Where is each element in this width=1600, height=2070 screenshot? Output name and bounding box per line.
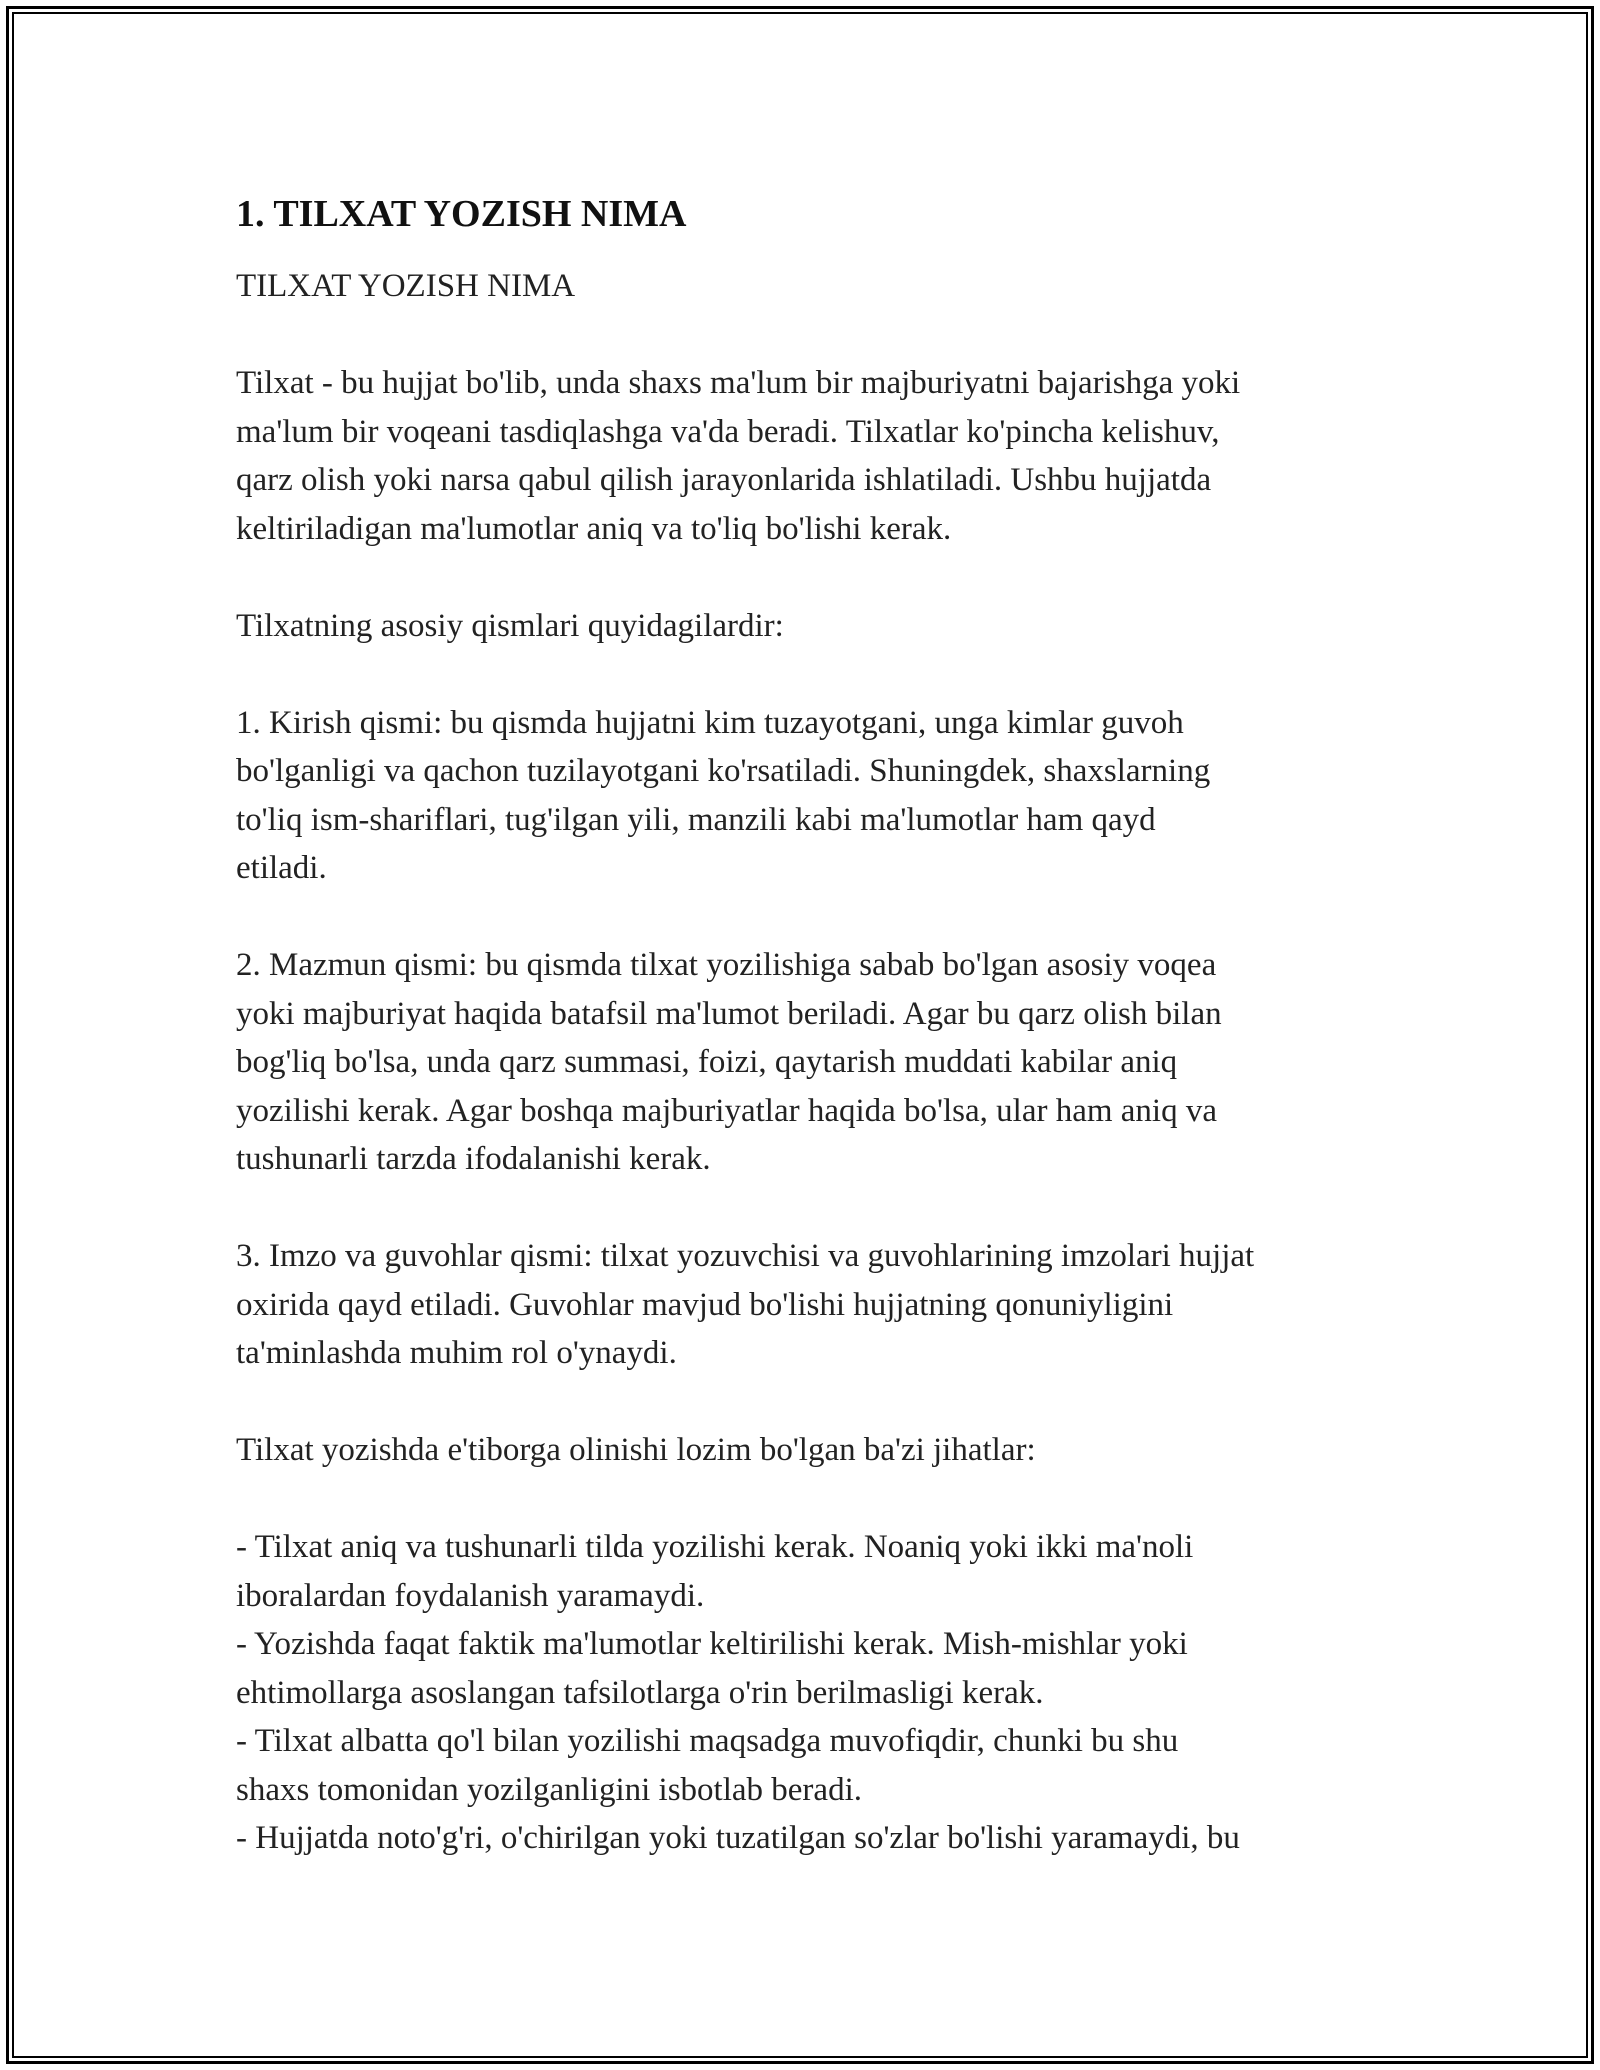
paragraph-definition: Tilxat - bu hujjat bo'lib, unda shaxs ma'lum bir majburiyatni bajarishga yoki ma'lum bir voqeani tasdiqlashga va'da beradi. Tilxatlar ko'pincha kelishuv, qarz olish yoki narsa qabul qilish jarayonlarida ishlatiladi. Ushbu hujjatda keltiriladigan ma'lumotlar aniq va to'liq bo'lishi kerak. bbox=[236, 365, 1241, 547]
paragraph-gap bbox=[236, 650, 1384, 699]
paragraph-part-intro-section: 1. Kirish qismi: bu qismda hujjatni kim tuzayotgani, unga kimlar guvoh bo'lganligi va qachon tuzilayotgani ko'rsatiladi. Shuningdek, shaxslarning to'liq ism-shariflari, tug'ilgan yili, manzili kabi ma'lumotlar ham qayd etiladi. bbox=[236, 704, 1211, 886]
paragraph-considerations-list: - Tilxat aniq va tushunarli tilda yozilishi kerak. Noaniq yoki ikki ma'noli iboralardan foydalanish yaramaydi. - Yozishda faqat faktik ma'lumotlar keltirilishi kerak. Mish-mishlar yoki ehtimollarga asoslangan tafsilotlarga o'rin berilmasligi kerak. - Tilxat albatta qo'l bilan yozilishi maqsadga muvofiqdir, chunki bu shu shaxs tomonidan yozilganligini isbotlab beradi. - Hujjatda noto'g'ri, o'chirilgan yoki tuzatilgan so'zlar bo'lishi yaramaydi, bu bbox=[236, 1529, 1240, 1856]
paragraph-gap bbox=[236, 553, 1384, 602]
paragraph-gap bbox=[236, 1184, 1384, 1233]
paragraph-parts-intro: Tilxatning asosiy qismlari quyidagilardir: bbox=[236, 607, 784, 644]
paragraph-gap bbox=[236, 893, 1384, 942]
paragraph-gap bbox=[236, 1378, 1384, 1427]
paragraph-part-signature-section: 3. Imzo va guvohlar qismi: tilxat yozuvchisi va guvohlarining imzolari hujjat oxirida qayd etiladi. Guvohlar mavjud bo'lishi hujjatning qonuniyligini ta'minlashda muhim rol o'ynaydi. bbox=[236, 1238, 1255, 1371]
document-heading: 1. TILXAT YOZISH NIMA bbox=[236, 193, 687, 235]
paragraph-part-content-section: 2. Mazmun qismi: bu qismda tilxat yozilishiga sabab bo'lgan asosiy voqea yoki majburiyat haqida batafsil ma'lumot beriladi. Agar bu qarz olish bilan bog'liq bo'lsa, unda qarz summasi, foizi, qaytarish muddati kabilar aniq yozilishi kerak. Agar boshqa majburiyatlar haqida bo'lsa, ular ham aniq va tushunarli tarzda ifodalanishi kerak. bbox=[236, 947, 1222, 1177]
document-subheading: TILXAT YOZISH NIMA bbox=[236, 268, 576, 304]
paragraph-gap bbox=[236, 311, 1384, 360]
document-body bbox=[236, 188, 1384, 1863]
paragraph-considerations-intro: Tilxat yozishda e'tiborga olinishi lozim bo'lgan ba'zi jihatlar: bbox=[236, 1432, 1036, 1468]
paragraph-gap bbox=[236, 1475, 1384, 1524]
